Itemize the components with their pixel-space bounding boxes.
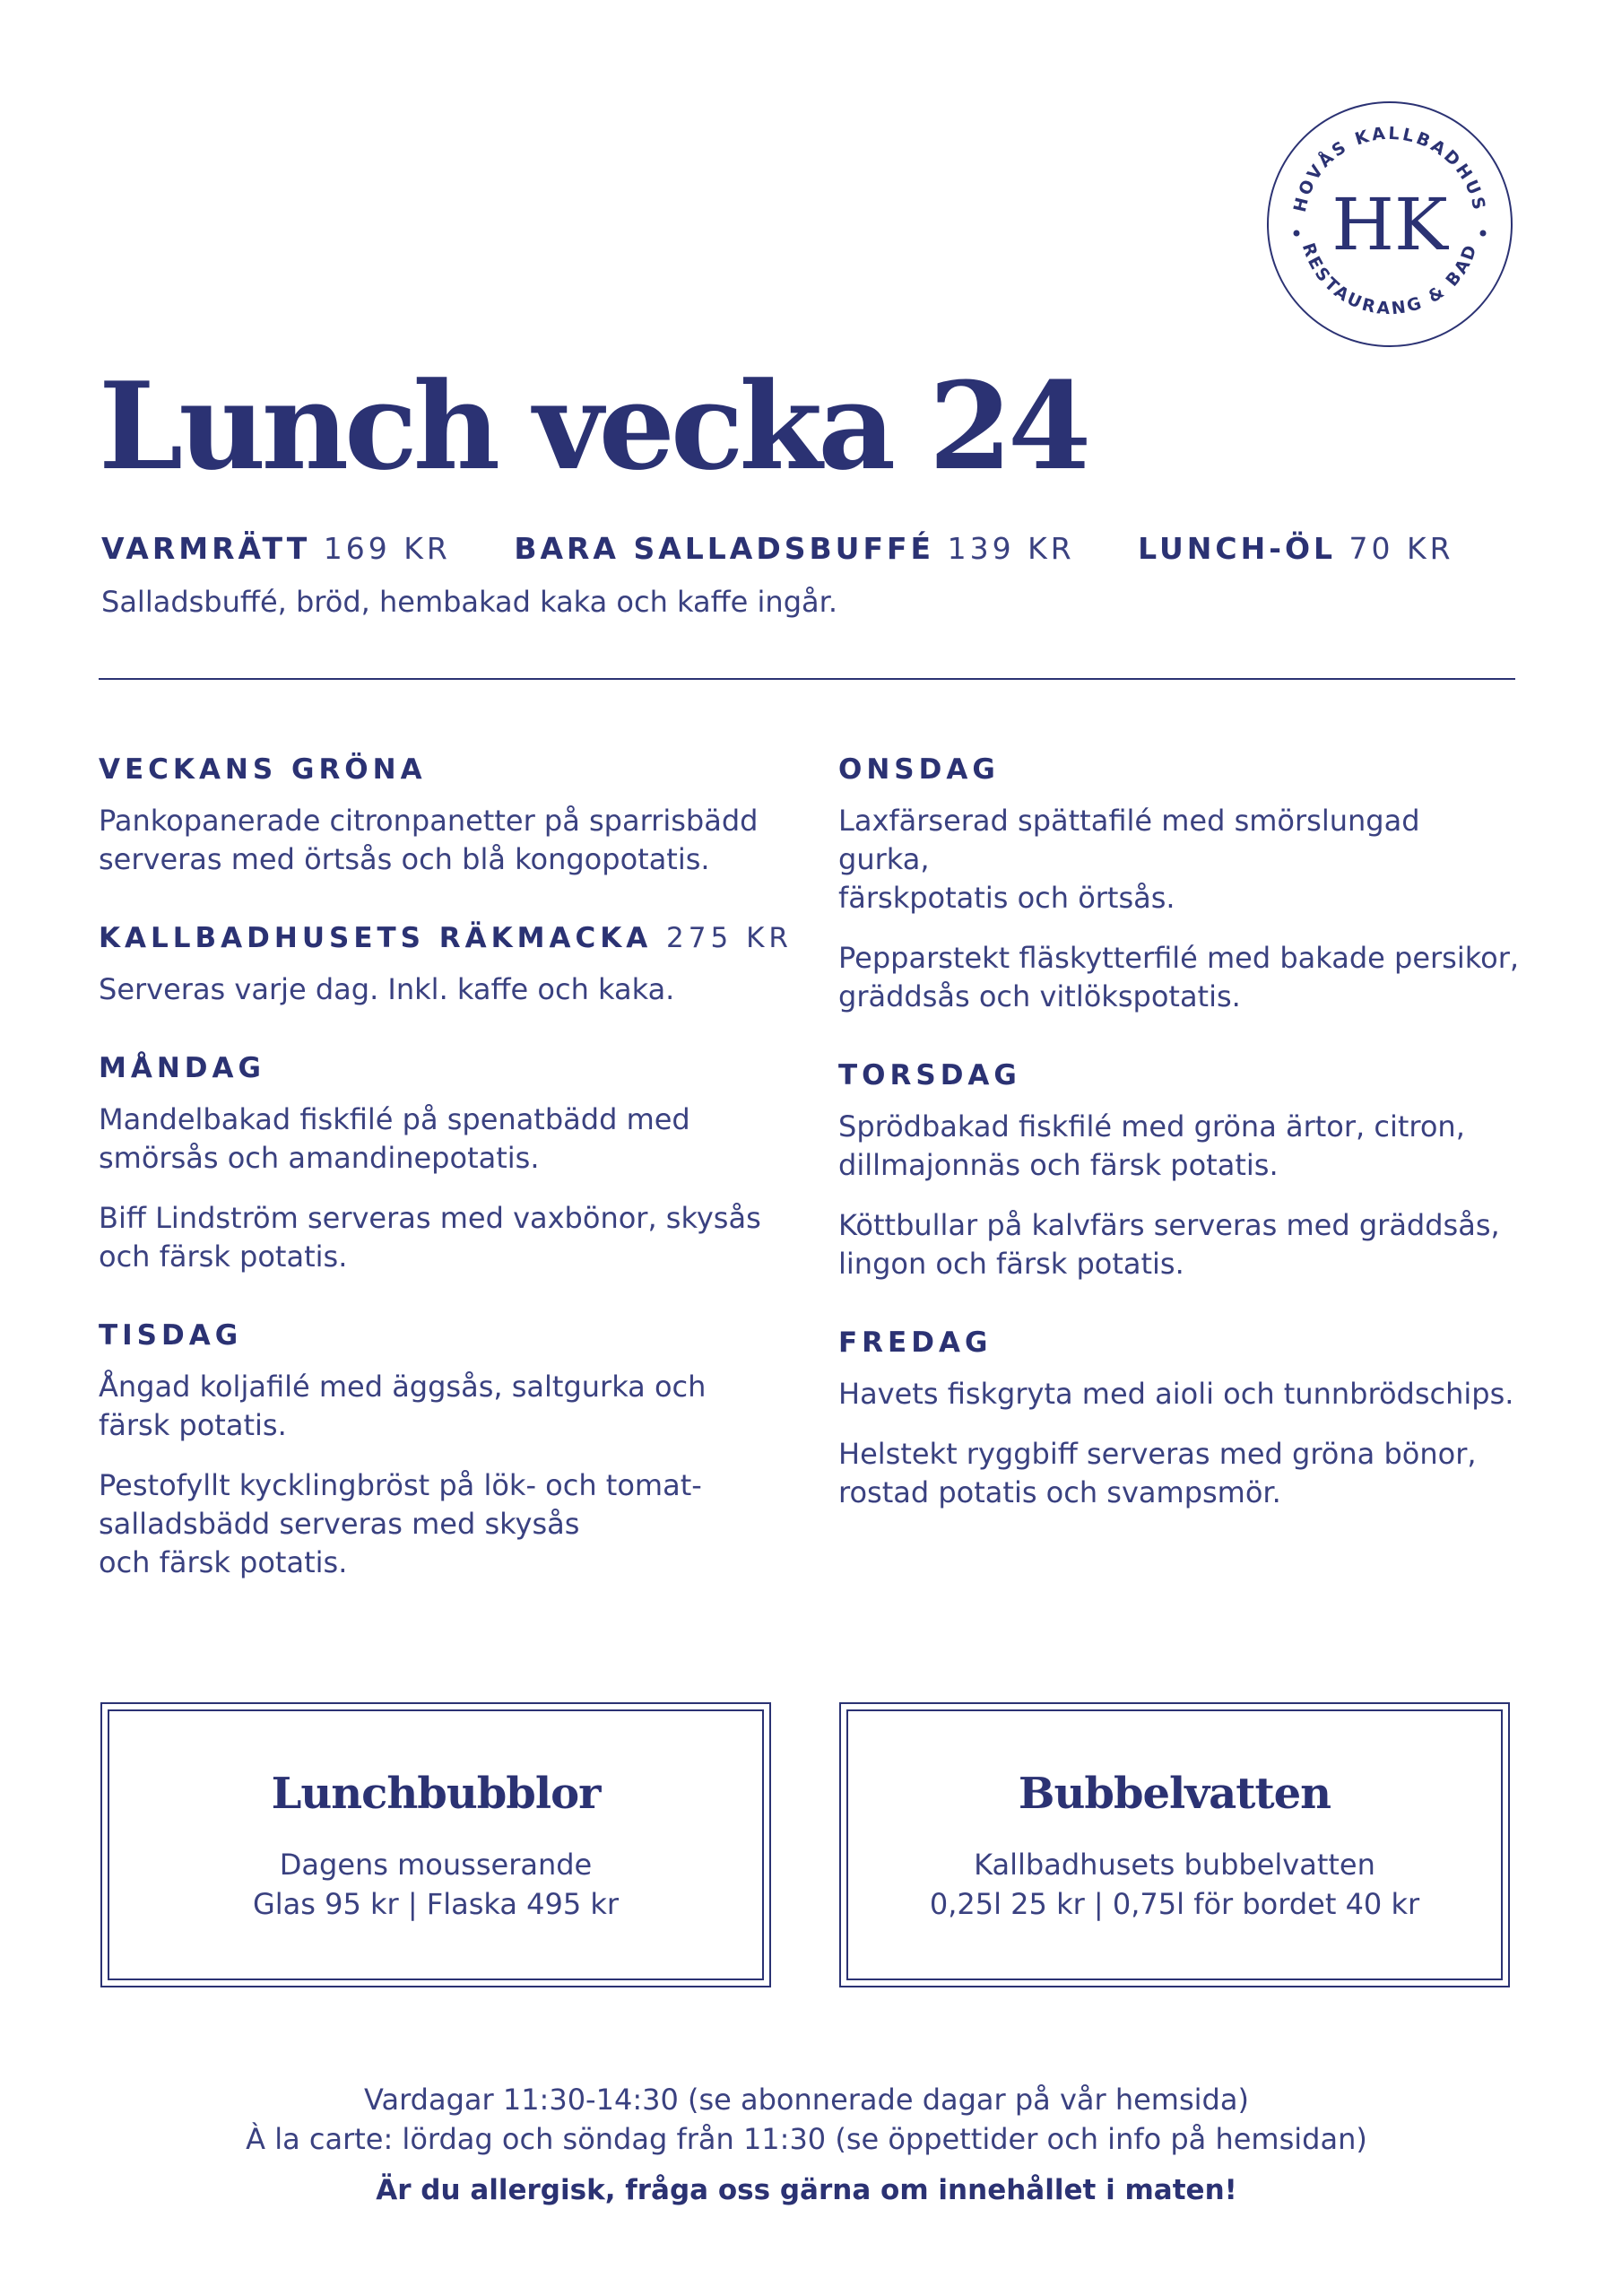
section-heading: KALLBADHUSETS RÄKMACKA 275 KR <box>99 922 793 954</box>
dish-description: Sprödbakad fiskfilé med gröna ärtor, citron, dillmajonnäs och färsk potatis. <box>838 1109 1465 1182</box>
menu-section-rakmacka <box>99 920 793 1009</box>
dish-description: Helstekt ryggbiff serveras med gröna bönor, rostad potatis och svampsmör. <box>838 1437 1477 1509</box>
dish-description: Serveras varje dag. Inkl. kaffe och kaka. <box>99 972 675 1006</box>
section-heading: MÅNDAG <box>99 1052 265 1084</box>
section-heading: ONSDAG <box>838 753 1000 786</box>
dish-description: Pankopanerade citronpanetter på sparrisbädd serveras med örtsås och blå kongopotatis. <box>99 804 759 876</box>
dish-description: Biff Lindström serveras med vaxbönor, skysås och färsk potatis. <box>99 1201 761 1274</box>
menu-section-fredag <box>838 1325 1520 1512</box>
price-row <box>101 531 1505 566</box>
menu-section-torsdag <box>838 1057 1520 1283</box>
section-heading: FREDAG <box>838 1326 993 1359</box>
price-item-varmratt: VARMRÄTT 169 KR <box>101 531 451 566</box>
divider <box>99 678 1515 680</box>
section-price: 275 KR <box>666 922 793 954</box>
price-item-lunch-ol: LUNCH-ÖL 70 KR <box>1138 531 1454 566</box>
menu-section-mandag <box>99 1050 780 1276</box>
section-heading: TISDAG <box>99 1319 243 1352</box>
section-heading: TORSDAG <box>838 1059 1021 1091</box>
menu-section-tisdag <box>99 1318 780 1582</box>
menu-section-veckans-grona <box>99 752 780 879</box>
logo-monogram: HK <box>1331 183 1448 266</box>
menu-column-right <box>838 752 1520 1553</box>
logo-bottom-text: RESTAURANG & BAD <box>1297 240 1482 319</box>
dish-description: Laxfärserad spättafilé med smörslungad gurka, färskpotatis och örtsås. <box>838 804 1420 915</box>
section-heading: VECKANS GRÖNA <box>99 753 427 786</box>
opening-hours: Vardagar 11:30-14:30 (se abonnerade dagar på vår hemsida) <box>364 2083 1249 2117</box>
page-title: Lunch vecka 24 <box>99 355 1088 497</box>
dish-description: Havets fiskgryta med aioli och tunnbrödschips. <box>838 1377 1514 1411</box>
dish-description: Pepparstekt fläskytterfilé med bakade persikor, gräddsås och vitlökspotatis. <box>838 941 1520 1013</box>
box-line: 0,25l 25 kr | 0,75l för bordet 40 kr <box>929 1887 1420 1921</box>
logo-top-text: HOVÅS KALLBADHUS <box>1289 123 1490 214</box>
box-line: Dagens mousserande <box>279 1848 593 1882</box>
price-item-salladsbuffe: BARA SALLADSBUFFÉ 139 KR <box>514 531 1075 566</box>
box-title: Lunchbubblor <box>271 1769 601 1819</box>
a-la-carte-info: À la carte: lördag och söndag från 11:30 (se öppettider och info på hemsidan) <box>246 2122 1367 2156</box>
box-line: Glas 95 kr | Flaska 495 kr <box>252 1887 620 1921</box>
included-note: Salladsbuffé, bröd, hembakad kaka och kaffe ingår. <box>101 585 838 619</box>
dish-description: Pestofyllt kycklingbröst på lök- och tomat- salladsbädd serveras med skysås och färsk potatis. <box>99 1468 702 1579</box>
dish-description: Mandelbakad fiskfilé på spenatbädd med smörsås och amandinepotatis. <box>99 1102 690 1175</box>
dish-description: Köttbullar på kalvfärs serveras med gräddsås, lingon och färsk potatis. <box>838 1208 1500 1281</box>
dish-description: Ångad koljafilé med äggsås, saltgurka och färsk potatis. <box>99 1370 707 1442</box>
hk-seal-logo-icon <box>1264 99 1515 350</box>
box-line: Kallbadhusets bubbelvatten <box>974 1848 1375 1882</box>
lunchbubblor-box <box>100 1702 771 1987</box>
allergy-note: Är du allergisk, fråga oss gärna om innehållet i maten! <box>376 2174 1237 2206</box>
menu-column-left <box>99 752 793 1623</box>
bubbelvatten-box <box>839 1702 1510 1987</box>
box-title: Bubbelvatten <box>1018 1769 1331 1819</box>
menu-section-onsdag <box>838 752 1520 1016</box>
